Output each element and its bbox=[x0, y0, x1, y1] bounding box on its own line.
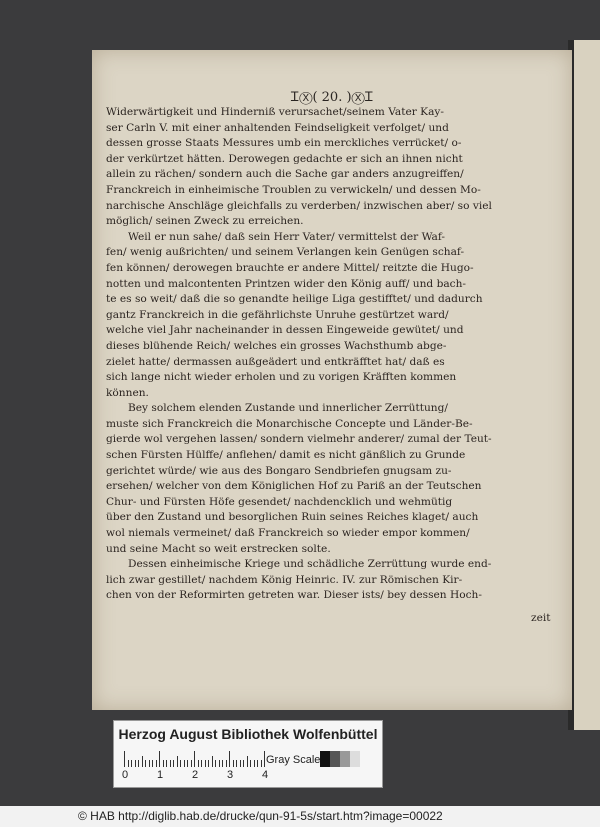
ruler-tick bbox=[243, 760, 244, 767]
gray-scale-swatches bbox=[320, 751, 360, 767]
ruler-tick bbox=[124, 751, 125, 767]
ruler-tick bbox=[194, 751, 195, 767]
ruler-tick bbox=[149, 760, 150, 767]
gray-swatch bbox=[350, 751, 360, 767]
ruler-tick bbox=[226, 760, 227, 767]
library-name: Herzog August Bibliothek Wolfenbüttel bbox=[118, 726, 378, 742]
ruler-tick bbox=[250, 760, 251, 767]
text-line: muste sich Franckreich die Monarchische Concepte und Länder-Be- bbox=[106, 417, 473, 430]
text-line: gantz Franckreich in die gefährlichste Unruhe gestürtzet ward/ bbox=[106, 308, 449, 321]
text-line: ser Carln V. mit einer anhaltenden Feindseligkeit verfolget/ und bbox=[106, 121, 449, 134]
ruler-tick bbox=[191, 760, 192, 767]
text-line: fen/ wenig außrichten/ und seinem Verlangen kein Genügen schaf- bbox=[106, 246, 465, 259]
gray-swatch bbox=[330, 751, 340, 767]
page-number: ᏆⓍ( 20. )ⓍᏆ bbox=[290, 90, 374, 105]
text-line: der verkürtzet hätten. Derowegen gedachte er sich an ihnen nicht bbox=[106, 152, 463, 165]
ruler-tick bbox=[138, 760, 139, 767]
ruler-number: 0 bbox=[122, 769, 129, 781]
ruler-tick bbox=[128, 760, 129, 767]
ruler-tick bbox=[180, 760, 181, 767]
ruler-tick bbox=[145, 760, 146, 767]
ruler-tick bbox=[201, 760, 202, 767]
text-line: allein zu rächen/ sondern auch die Sache gar anders anzugreiffen/ bbox=[106, 168, 464, 181]
gray-swatch bbox=[320, 751, 330, 767]
ruler-tick bbox=[254, 760, 255, 767]
ruler-tick bbox=[215, 760, 216, 767]
catchword: zeit bbox=[531, 612, 551, 624]
text-line: notten und malcontenten Printzen wider den König auff/ und bach- bbox=[106, 277, 466, 290]
ruler-number: 1 bbox=[157, 769, 164, 781]
text-line: Franckreich in einheimische Troublen zu verwickeln/ und dessen Mo- bbox=[106, 183, 481, 196]
text-line: ersehen/ welcher von dem Königlichen Hof zu Pariß an der Teutschen bbox=[106, 480, 482, 493]
text-line: dessen grosse Staats Messures umb ein merckliches verrücket/ o- bbox=[106, 137, 462, 150]
text-line: Widerwärtigkeit und Hinderniß verursachet/seinem Vater Kay- bbox=[106, 106, 444, 118]
ruler-tick bbox=[184, 760, 185, 767]
ruler-tick bbox=[233, 760, 234, 767]
ruler-tick bbox=[257, 760, 258, 767]
ruler-tick bbox=[198, 760, 199, 767]
ruler-tick bbox=[205, 760, 206, 767]
ruler-tick bbox=[236, 760, 237, 767]
ruler-tick bbox=[170, 760, 171, 767]
ruler-tick bbox=[264, 751, 265, 767]
text-line: narchische Anschläge gleichfalls zu verderben/ inzwischen aber/ so viel bbox=[106, 199, 492, 212]
page-text-block bbox=[106, 105, 558, 604]
ruler-tick bbox=[212, 756, 213, 767]
text-line: können. bbox=[106, 386, 149, 399]
library-label-card bbox=[113, 720, 383, 788]
text-line: Chur- und Fürsten Höfe gesendet/ nachdencklich und wehmütig bbox=[106, 495, 453, 508]
facing-page-edge bbox=[574, 40, 600, 730]
ruler-tick bbox=[142, 756, 143, 767]
ruler-numbers bbox=[124, 769, 274, 783]
ruler-tick bbox=[173, 760, 174, 767]
footer-url-text[interactable]: © HAB http://diglib.hab.de/drucke/qun-91-5s/start.htm?image=00022 bbox=[78, 809, 443, 823]
ruler-tick bbox=[240, 760, 241, 767]
text-line: dieses blühende Reich/ welches ein grosses Wachsthumb abge- bbox=[106, 339, 447, 352]
ruler-tick bbox=[222, 760, 223, 767]
ruler-tick bbox=[152, 760, 153, 767]
text-line: gierde wol vergehen lassen/ sondern vielmehr anderer/ zumal der Teut- bbox=[106, 433, 492, 446]
text-line: und seine Macht so weit erstrecken solte. bbox=[106, 542, 331, 555]
text-line: zielet hatte/ dermassen außgeädert und entkräfftet hat/ daß es bbox=[106, 355, 445, 368]
gray-swatch bbox=[340, 751, 350, 767]
text-line: sich lange nicht wieder erholen und zu vorigen Kräfften kommen bbox=[106, 371, 457, 384]
copyright-footer bbox=[0, 806, 600, 827]
text-line: fen können/ derowegen brauchte er andere Mittel/ reitzte die Hugo- bbox=[106, 261, 474, 274]
text-line: Bey solchem elenden Zustande und innerlicher Zerrüttung/ bbox=[128, 402, 448, 415]
text-line: gerichtet würde/ wie aus des Bongaro Sendbriefen gnugsam zu- bbox=[106, 464, 452, 477]
scale-ruler bbox=[124, 751, 264, 767]
text-line: wol niemals vermeinet/ daß Franckreich so wieder empor kommen/ bbox=[106, 527, 470, 540]
ruler-tick bbox=[261, 760, 262, 767]
ruler-tick bbox=[163, 760, 164, 767]
ruler-tick bbox=[219, 760, 220, 767]
ruler-tick bbox=[131, 760, 132, 767]
text-line: möglich/ seinen Zweck zu erreichen. bbox=[106, 215, 304, 228]
ruler-number: 4 bbox=[262, 769, 269, 781]
text-line: schen Fürsten Hülffe/ anflehen/ damit es nicht gänßlich zu Grunde bbox=[106, 449, 466, 462]
text-line: welche viel Jahr nacheinander in dessen Eingeweide gewütet/ und bbox=[106, 324, 464, 337]
ruler-tick bbox=[229, 751, 230, 767]
text-line: Weil er nun sahe/ daß sein Herr Vater/ vermittelst der Waf- bbox=[128, 230, 445, 243]
ruler-tick bbox=[156, 760, 157, 767]
ruler-tick bbox=[208, 760, 209, 767]
text-line: chen von der Reformirten getreten war. Dieser ists/ bey dessen Hoch- bbox=[106, 589, 482, 602]
ruler-tick bbox=[135, 760, 136, 767]
ruler-tick bbox=[177, 756, 178, 767]
ruler-tick bbox=[159, 751, 160, 767]
ruler-number: 2 bbox=[192, 769, 199, 781]
text-line: über den Zustand und besorglichen Ruin seines Reiches klaget/ auch bbox=[106, 511, 479, 524]
ruler-number: 3 bbox=[227, 769, 234, 781]
ruler-tick bbox=[166, 760, 167, 767]
text-line: Dessen einheimische Kriege und schädliche Zerrüttung wurde end- bbox=[128, 558, 492, 571]
ruler-tick bbox=[247, 756, 248, 767]
ruler-tick bbox=[187, 760, 188, 767]
text-line: te es so weit/ daß die so genandte heilige Liga gestifftet/ und dadurch bbox=[106, 293, 483, 306]
text-line: lich zwar gestillet/ nachdem König Heinric. IV. zur Römischen Kir- bbox=[106, 573, 463, 586]
gray-scale-label: Gray Scale bbox=[266, 754, 321, 766]
